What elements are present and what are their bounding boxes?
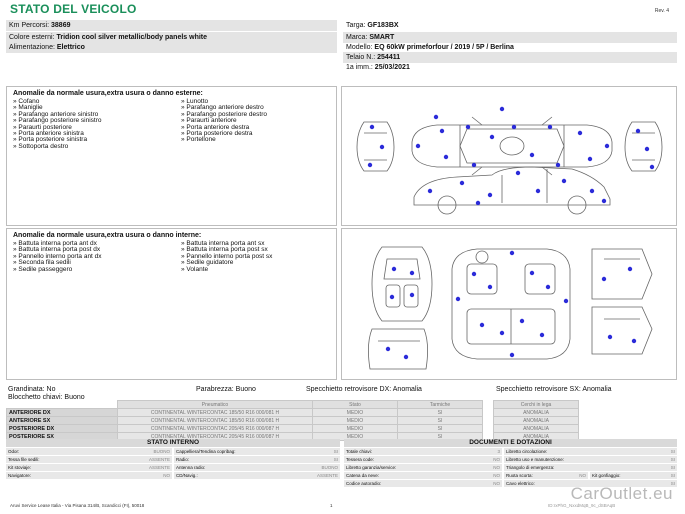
list-item: Kit stoviaje: ASSENTE Antenna radio: BUONO [8,465,338,470]
footer-address: Aruvi Service Lease Italia - Via Pisana 314/B, Scandicci (FI), 50018 [10,503,145,508]
table-header-row: Pneumatico Stato Tarmiche Cerchi in lega [7,401,579,409]
list-item: Libretto garanzia/service: NO Triangolo di emergenza: SI [346,465,675,470]
list-item: » Seconda fila sedili [13,259,71,267]
model-value: EQ 60kW primeforfour / 2019 / 5P / Berlina [374,44,514,51]
list-item: Catena da neve: NO Ruota scorta: NO Kit gonfiaggio: SI [346,473,675,478]
list-item: Codice autoradio: NO Cavo elettrico: SI [346,481,675,486]
list-item: » Parafango posteriore destro [181,110,267,118]
list-item: » Lunotto [181,98,209,105]
internal-damage-heading: Anomalie da normale usura,extra usura o danno interne: [13,232,202,239]
fuel-row: Alimentazione: Elettrico [6,42,337,53]
km-value: 38869 [51,22,71,29]
table-row: POSTERIORE SX CONTINENTAL WINTERCONTAC 205/45 R16 000/087 H MEDIO SI ANOMALIA [7,433,579,441]
list-item: » Battuta interna porta ant dx [13,240,97,247]
list-item: » Battuta interna porta post sx [181,246,268,254]
list-item: » Pannello interno porta post sx [181,252,273,260]
list-item: » Volante [181,265,209,273]
documents-heading: DOCUMENTI E DOTAZIONI [344,439,677,447]
km-row: Km Percorsi: 38869 [6,20,337,31]
car-interior-diagram-icon [342,229,676,379]
footer-page-number: 1 [330,503,333,508]
footer-document-id: ID:rxPhG_NxxdMqB_9c_dSBAqB [548,503,616,508]
car-exterior-diagram-icon [342,87,676,225]
internal-car-diagram [341,228,677,380]
mirror-dx-status: Specchietto retrovisore DX: Anomalia [306,386,422,393]
list-item: » Cofano [13,98,40,105]
watermark-logo: CarOutlet.eu [570,484,673,503]
list-item: » Porta anteriore destra [181,123,250,131]
list-item: » Porta posteriore sinistra [13,136,88,144]
page-title: STATO DEL VEICOLO [10,2,137,16]
table-row: ANTERIORE DX CONTINENTAL WINTERCONTAC 185/50 R16 000/081 H MEDIO SI ANOMALIA [7,409,579,417]
external-car-diagram [341,86,677,226]
tires-table [6,400,579,441]
list-item: » Pannello interno porta ant dx [13,252,102,260]
chassis-row: Telaio N.: 254411 [343,52,677,63]
list-item: » Sedile guidatore [181,259,234,267]
internal-damage-list-2 [181,241,272,273]
color-row: Colore esterni: Tridion cool silver metallic/body panels white [6,32,337,43]
list-item: Tessa file sedili: ASSENTE Radio: SI [8,457,338,462]
registration-value: 25/03/2021 [374,64,410,71]
list-item: Odor: BUONO Cappelliera/Tendina copribag: SI [8,449,338,454]
list-item: » Sedile passeggero [13,265,73,273]
list-item: » Paraurti posteriore [13,123,72,131]
list-item: » Parafango posteriore sinistro [13,117,102,125]
list-item: » Sottoporta destro [13,142,69,150]
external-damage-panel [6,86,337,226]
internal-damage-panel [6,228,337,380]
interior-status-heading: STATO INTERNO [6,439,340,447]
windshield-status: Parabrezza: Buono [196,386,256,393]
list-item: » Battuta interna porta ant sx [181,240,265,247]
list-item: » Paraurti anteriore [181,117,237,125]
list-item: » Parafango anteriore destro [181,104,264,112]
color-value: Tridion cool silver metallic/body panels white [56,34,208,41]
fuel-value: Elettrico [56,44,85,51]
list-item: » Parafango anteriore sinistro [13,110,99,118]
internal-damage-list-1 [13,241,102,273]
external-damage-list-1 [13,99,102,150]
list-item: » Maniglie [13,104,43,112]
hail-status: Grandinata: No [8,386,56,393]
list-item: Totale chiavi: 3 Libretto circolazione: SI [346,449,675,454]
brand-value: SMART [369,34,395,41]
external-damage-heading: Anomalie da normale usura,extra usura o danno esterne: [13,90,203,97]
list-item: » Battuta interna porta post dx [13,246,101,254]
damage-marker-dots [368,107,654,205]
registration-row: 1a imm.: 25/03/2021 [346,64,410,71]
table-row: POSTERIORE DX CONTINENTAL WINTERCONTAC 205/45 R16 000/087 H MEDIO SI ANOMALIA [7,425,579,433]
external-damage-list-2 [181,99,267,144]
key-block-status: Blocchetto chiavi: Buono [8,394,85,401]
plate-row: Targa: GF183BX [346,22,399,29]
list-item: » Portellone [181,136,216,144]
table-row: ANTERIORE SX CONTINENTAL WINTERCONTAC 185/50 R16 000/081 H MEDIO SI ANOMALIA [7,417,579,425]
mirror-sx-status: Specchietto retrovisore SX: Anomalia [496,386,612,393]
brand-row: Marca: SMART [343,32,677,43]
list-item: Navigatore: NO CD/Navig.: ASSENTE [8,473,338,478]
model-row: Modello: EQ 60kW primeforfour / 2019 / 5P / Berlina [346,44,514,51]
list-item: » Porta anteriore sinistra [13,130,84,138]
list-item: Tessera code: NO Libretto uso e manutenzione: SI [346,457,675,462]
plate-value: GF183BX [367,22,399,29]
revision-label: Rev. 4 [654,8,669,14]
chassis-value: 254411 [377,54,401,61]
list-item: » Porta posteriore destra [181,130,253,138]
